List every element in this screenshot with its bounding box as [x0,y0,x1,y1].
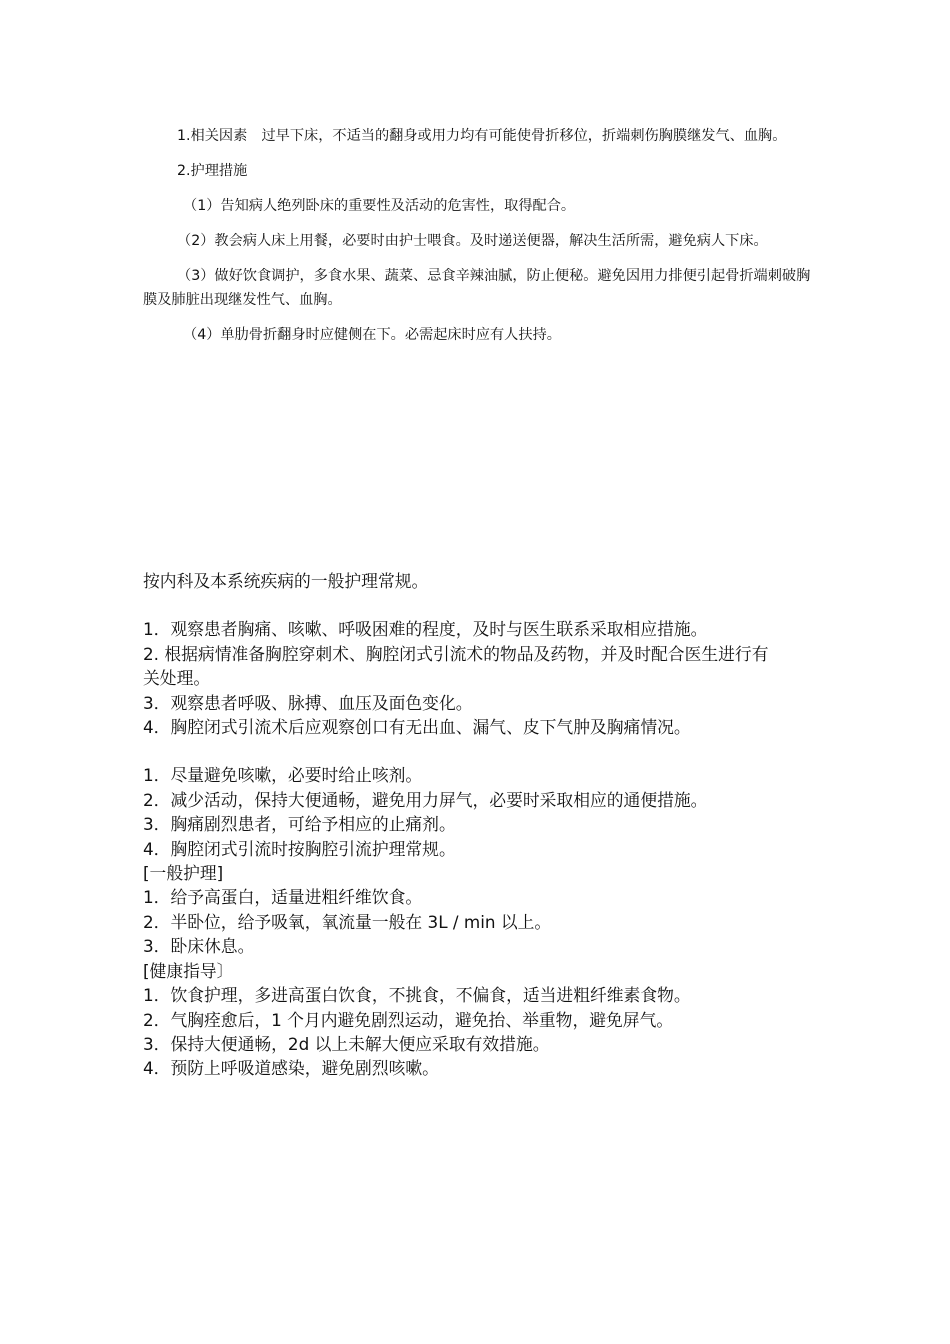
general-care-item: 3．卧床休息。 [143,936,255,957]
health-guidance-item: 1．饮食护理，多进高蛋白饮食，不挑食，不偏食，适当进粗纤维素食物。 [143,985,691,1006]
care-item: 4．胸腔闭式引流时按胸腔引流护理常规。 [143,838,456,859]
rib-fracture-section [143,124,811,358]
health-guidance-item: 2．气胸痊愈后，1 个月内避免剧烈运动，避免抬、举重物，避免屏气。 [143,1009,674,1030]
measure-2: （2）教会病人床上用餐，必要时由护士喂食。及时递送便器，解决生活所需，避免病人下床。 [177,233,768,249]
observation-item: 2. 根据病情准备胸腔穿刺术、胸腔闭式引流术的物品及药物，并及时配合医生进行有 [143,643,769,664]
related-factors-paragraph: 1.相关因素 过早下床，不适当的翻身或用力均有可能使骨折移位，折端刺伤胸膜继发气、血胸。 [177,128,787,144]
measure-3: （3）做好饮食调护，多食水果、蔬菜、忌食辛辣油腻，防止便秘。避免因用力排便引起骨折端刺破胸膜及肺脏出现继发性气、血胸。 [143,268,811,308]
observation-item: 1．观察患者胸痛、咳嗽、呼吸困难的程度，及时与医生联系采取相应措施。 [143,619,708,640]
care-item: 2．减少活动，保持大便通畅，避免用力屏气，必要时采取相应的通便措施。 [143,789,708,810]
care-item: 1．尽量避免咳嗽，必要时给止咳剂。 [143,765,423,786]
general-care-heading: [一般护理] [143,863,224,884]
care-item: 3．胸痛剧烈患者，可给予相应的止痛剂。 [143,814,456,835]
nursing-measures-heading: 2.护理措施 [177,163,248,179]
health-guidance-item: 3．保持大便通畅，2d 以上未解大便应采取有效措施。 [143,1033,550,1054]
health-guidance-heading: [健康指导〕 [143,960,234,981]
measure-4: （4）单肋骨折翻身时应健侧在下。必需起床时应有人扶持。 [183,327,561,343]
pneumothorax-section [143,569,823,1081]
observation-item: 4．胸腔闭式引流术后应观察创口有无出血、漏气、皮下气肿及胸痛情况。 [143,717,691,738]
health-guidance-item: 4．预防上呼吸道感染，避免剧烈咳嗽。 [143,1058,439,1079]
intro-line: 按内科及本系统疾病的一般护理常规。 [143,571,429,591]
observation-item: 关处理。 [143,668,211,689]
general-care-item: 2．半卧位，给予吸氧，氧流量一般在 3L / min 以上。 [143,911,552,932]
observation-item: 3．观察患者呼吸、脉搏、血压及面色变化。 [143,692,473,713]
general-care-item: 1．给予高蛋白，适量进粗纤维饮食。 [143,887,423,908]
measure-1: （1）告知病人绝列卧床的重要性及活动的危害性，取得配合。 [183,198,576,214]
